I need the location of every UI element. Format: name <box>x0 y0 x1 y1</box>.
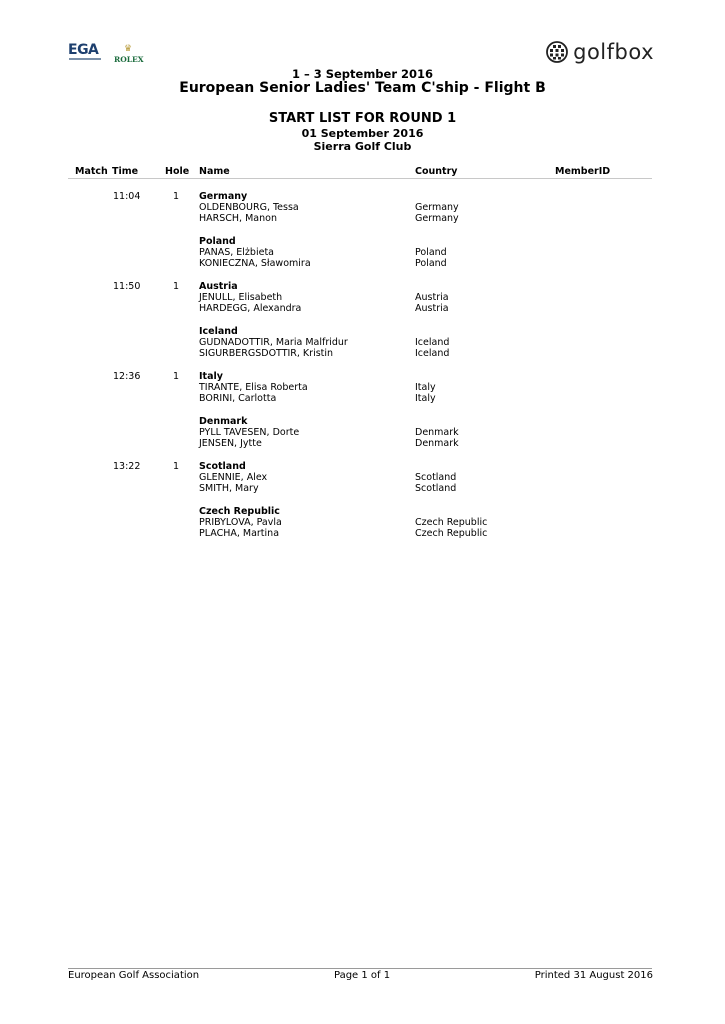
player-name: GUDNADOTTIR, Maria Malfridur <box>199 337 348 348</box>
player-country: Austria <box>415 303 449 314</box>
team-name: Scotland <box>199 461 246 472</box>
team-block <box>0 371 725 416</box>
footer-printed-date: Printed 31 August 2016 <box>534 970 653 981</box>
column-header-hole: Hole <box>165 166 190 177</box>
player-name: PYLL TAVESEN, Dorte <box>199 427 300 438</box>
footer-organization: European Golf Association <box>68 970 200 981</box>
team-name: Germany <box>199 191 248 202</box>
footer-page-number: Page 1 of 1 <box>334 970 391 981</box>
player-country: Scotland <box>415 483 457 494</box>
rolex-crown-icon: ♛ <box>124 44 133 54</box>
column-header-match: Match <box>75 166 108 177</box>
player-country: Germany <box>415 202 459 213</box>
header-divider <box>68 178 652 179</box>
player-country: Italy <box>415 393 436 404</box>
match-row <box>0 191 725 281</box>
player-name: OLDENBOURG, Tessa <box>199 202 299 213</box>
player-country: Italy <box>415 382 436 393</box>
player-name: GLENNIE, Alex <box>199 472 268 483</box>
player-name: HARSCH, Manon <box>199 213 277 224</box>
golfbox-logo <box>546 40 654 64</box>
player-country: Germany <box>415 213 459 224</box>
event-title: European Senior Ladies' Team C'ship - Flight B <box>179 80 546 96</box>
ega-logo: EGA <box>68 42 99 58</box>
footer-divider <box>68 968 652 969</box>
ega-rolex-logo <box>68 42 142 66</box>
start-hole: 1 <box>173 281 180 292</box>
player-name: SIGURBERGSDOTTIR, Kristin <box>199 348 334 359</box>
round-date: 01 September 2016 <box>301 127 424 140</box>
team-name: Czech Republic <box>199 506 280 517</box>
column-header-member-id: MemberID <box>555 166 611 177</box>
player-name: BORINI, Carlotta <box>199 393 277 404</box>
player-country: Scotland <box>415 472 457 483</box>
club-name: Sierra Golf Club <box>313 140 412 153</box>
team-name: Iceland <box>199 326 238 337</box>
player-name: JENULL, Elisabeth <box>199 292 283 303</box>
player-country: Austria <box>415 292 449 303</box>
team-block <box>0 326 725 371</box>
team-block <box>0 461 725 506</box>
player-name: KONIECZNA, Sławomira <box>199 258 311 269</box>
team-block <box>0 191 725 236</box>
start-list <box>0 191 725 551</box>
page-title: START LIST FOR ROUND 1 <box>268 111 457 126</box>
match-row <box>0 371 725 461</box>
player-name: JENSEN, Jytte <box>199 438 262 449</box>
team-block <box>0 281 725 326</box>
player-country: Czech Republic <box>415 528 488 539</box>
player-country: Czech Republic <box>415 517 488 528</box>
match-row <box>0 281 725 371</box>
start-hole: 1 <box>173 461 180 472</box>
rolex-logo: ROLEX <box>114 55 144 64</box>
start-hole: 1 <box>173 371 180 382</box>
player-country: Iceland <box>415 337 450 348</box>
tee-time: 11:04 <box>113 191 141 202</box>
tee-time: 12:36 <box>113 371 141 382</box>
event-dates: 1 – 3 September 2016 <box>291 67 434 81</box>
player-name: PRIBYLOVA, Pavla <box>199 517 282 528</box>
player-name: PLACHA, Martina <box>199 528 280 539</box>
player-country: Poland <box>415 258 447 269</box>
tee-time: 13:22 <box>113 461 141 472</box>
team-name: Denmark <box>199 416 248 427</box>
team-name: Poland <box>199 236 236 247</box>
team-name: Italy <box>199 371 223 382</box>
player-name: SMITH, Mary <box>199 483 259 494</box>
player-name: TIRANTE, Elisa Roberta <box>199 382 308 393</box>
team-block <box>0 506 725 551</box>
player-country: Poland <box>415 247 447 258</box>
tee-time: 11:50 <box>113 281 141 292</box>
match-row <box>0 461 725 551</box>
player-country: Denmark <box>415 427 459 438</box>
player-country: Denmark <box>415 438 459 449</box>
column-header-country: Country <box>415 166 458 177</box>
column-header-name: Name <box>199 166 230 177</box>
golf-ball-icon <box>546 41 568 63</box>
golfbox-wordmark: golfbox <box>573 40 654 64</box>
player-name: HARDEGG, Alexandra <box>199 303 302 314</box>
team-name: Austria <box>199 281 238 292</box>
team-block <box>0 236 725 281</box>
column-header-time: Time <box>112 166 139 177</box>
player-name: PANAS, Elżbieta <box>199 247 274 258</box>
player-country: Iceland <box>415 348 450 359</box>
ega-logo-underline <box>69 58 101 60</box>
start-hole: 1 <box>173 191 180 202</box>
team-block <box>0 416 725 461</box>
